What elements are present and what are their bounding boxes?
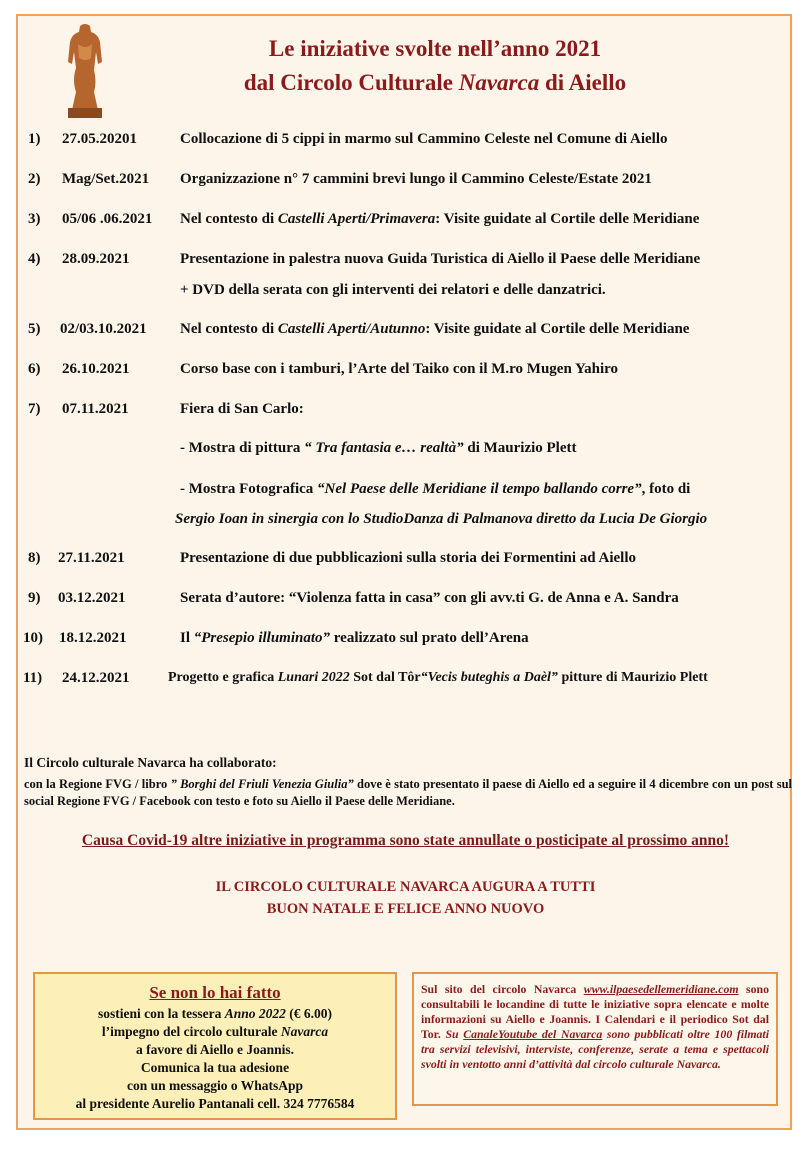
- item-description: Corso base con i tamburi, l’Arte del Taiko con il M.ro Mugen Yahiro: [180, 361, 619, 377]
- item-date: 27.11.2021: [58, 550, 125, 566]
- item-description: Fiera di San Carlo:: [180, 401, 304, 417]
- item-description: Serata d’autore: “Violenza fatta in casa” con gli avv.ti G. de Anna e A. Sandra: [180, 590, 679, 606]
- item-number: 11): [23, 670, 43, 686]
- item-description: Collocazione di 5 cippi in marmo sul Cammino Celeste nel Comune di Aiello: [180, 131, 668, 147]
- item-number: 6): [28, 361, 41, 377]
- title-line-2: dal Circolo Culturale Navarca di Aiello: [243, 70, 627, 95]
- item-number: 1): [28, 131, 41, 147]
- covid-notice: Causa Covid-19 altre iniziative in programma sono state annullate o posticipate al prossimo anno!: [81, 832, 730, 849]
- item-date: 27.05.20201: [62, 131, 137, 147]
- membership-contact: al presidente Aurelio Pantanali cell. 324 7776584: [75, 1096, 355, 1111]
- item-date: 05/06 .06.2021: [62, 211, 153, 227]
- item-number: 2): [28, 171, 41, 187]
- membership-line: Comunica la tua adesione: [140, 1060, 290, 1075]
- item-date: 07.11.2021: [62, 401, 129, 417]
- item-description: Organizzazione n° 7 cammini brevi lungo il Cammino Celeste/Estate 2021: [180, 171, 652, 187]
- subitem-painting: - Mostra di pittura “ Tra fantasia e… realtà” di Maurizio Plett: [180, 440, 577, 456]
- subitem-photo-credit: Sergio Ioan in sinergia con lo StudioDanza di Palmanova diretto da Lucia De Giorgio: [175, 511, 708, 527]
- membership-box: [33, 972, 397, 1120]
- greeting-line-2: BUON NATALE E FELICE ANNO NUOVO: [266, 901, 545, 917]
- item-number: 9): [28, 590, 41, 606]
- item-date: 26.10.2021: [62, 361, 130, 377]
- item-date: 02/03.10.2021: [60, 321, 147, 337]
- membership-line: l’impegno del circolo culturale Navarca: [101, 1024, 329, 1039]
- item-description: Presentazione in palestra nuova Guida Turistica di Aiello il Paese delle Meridiane: [180, 251, 701, 267]
- greeting-line-1: IL CIRCOLO CULTURALE NAVARCA AUGURA A TUTTI: [215, 879, 596, 895]
- item-date: 24.12.2021: [62, 670, 130, 686]
- membership-heading: Se non lo hai fatto: [149, 983, 281, 1002]
- item-number: 7): [28, 401, 41, 417]
- website-link[interactable]: www.ilpaesedellemeridiane.com: [583, 982, 739, 996]
- season-greeting: [0, 876, 811, 920]
- item-date: 18.12.2021: [59, 630, 127, 646]
- title-line-1: Le iniziative svolte nell’anno 2021: [268, 36, 602, 61]
- item-number: 4): [28, 251, 41, 267]
- collaboration-text: con la Regione FVG / libro ” Borghi del Friuli Venezia Giulia” dove è stato presentato il paese di Aiello ed a seguire il 4 dicembre con un post sul social Regione FVG / Facebook con testo e foto su Aiello il Paese delle Meridiane.: [24, 777, 792, 808]
- item-description: Presentazione di due pubblicazioni sulla storia dei Formentini ad Aiello: [180, 550, 636, 566]
- item-number: 8): [28, 550, 41, 566]
- collaboration-heading: Il Circolo culturale Navarca ha collaborato:: [24, 755, 277, 770]
- item-date: 03.12.2021: [58, 590, 126, 606]
- membership-line: con un messaggio o WhatsApp: [126, 1078, 304, 1093]
- subitem-photo: - Mostra Fotografica “Nel Paese delle Meridiane il tempo ballando corre”, foto di: [180, 481, 691, 497]
- item-date: 28.09.2021: [62, 251, 130, 267]
- statue-logo: [64, 22, 106, 120]
- youtube-link[interactable]: CanaleYoutube del Navarca: [463, 1027, 603, 1041]
- item-description: Nel contesto di Castelli Aperti/Primavera: Visite guidate al Cortile delle Meridiane: [180, 211, 700, 227]
- item-description: Nel contesto di Castelli Aperti/Autunno: Visite guidate al Cortile delle Meridiane: [180, 321, 690, 337]
- item-date: Mag/Set.2021: [62, 171, 150, 187]
- membership-line: a favore di Aiello e Joannis.: [135, 1042, 294, 1057]
- item-number: 10): [23, 630, 43, 646]
- item-description: Progetto e grafica Lunari 2022 Sot dal Tôr“Vecis buteghis a Daèl” pitture di Maurizio Plett: [168, 670, 708, 685]
- item-description: + DVD della serata con gli interventi dei relatori e delle danzatrici.: [180, 282, 606, 298]
- item-number: 3): [28, 211, 41, 227]
- page-title: [200, 32, 670, 100]
- membership-line: sostieni con la tessera Anno 2022 (€ 6.00): [97, 1006, 332, 1021]
- item-number: 5): [28, 321, 41, 337]
- info-box: Sul sito del circolo Navarca www.ilpaesedellemeridiane.com sono consultabili le locandine di tutte le iniziative sopra elencate e molte informazioni su Aiello e Joannis. I Calendari e il periodico Sot dal Tor. Su CanaleYoutube del Navarca sono pubblicati oltre 100 filmati tra servizi televisivi, interviste, conferenze, serate a tema e spettacoli svolti in ventotto anni d’attività dal circolo culturale Navarca.: [412, 972, 778, 1106]
- item-description: Il “Presepio illuminato” realizzato sul prato dell’Arena: [180, 630, 529, 646]
